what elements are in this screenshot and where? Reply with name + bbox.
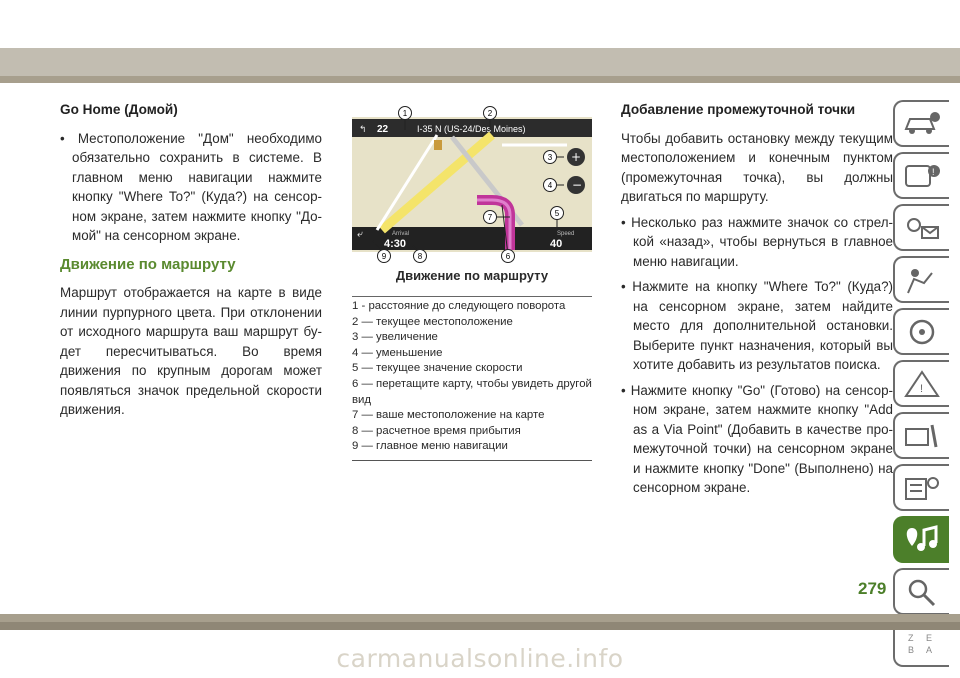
svg-text:8: 8 (417, 252, 423, 261)
svg-text:!: ! (920, 382, 924, 395)
marker-1 (399, 107, 412, 120)
marker-3 (544, 151, 557, 164)
waypoint-bullet-2: • Нажмите на кнопку "Where To?" (Куда?) на сенсорном экране, затем найдите место для дополнительной остановки. Выберите пункт назначения, который вы хотите добавить из результатов поиска. (621, 279, 893, 372)
marker-5 (551, 207, 564, 220)
legend-item: 8 — расчетное время прибытия (352, 424, 521, 437)
marker-9 (378, 250, 391, 263)
route-paragraph: Маршрут отображается на карте в виде линии пурпурного цвета. При отклонении от исходного маршрута ваш маршрут будет пересчитываться. Во время движения по крупным дорогам может появляться значок предельной скорости движения. (60, 285, 322, 417)
driving-icon[interactable] (893, 256, 949, 303)
watermark: carmanualsonline.info (336, 644, 624, 673)
waypoint-paragraph: Чтобы добавить остановку между текущим местоположением и конечным пунктом (промежуточная точка), вы должны двигаться по маршруту. (621, 130, 893, 204)
waypoint-bullet-3: • Нажмите кнопку "Go" (Готово) на сенсорном экране, затем нажмите кнопку "Add as a Via Point" (Добавить в качестве промежуточной точки) на сенсорном экране и нажмите кнопку "Done" (Выполнено) на сенсорном экране. (621, 382, 893, 495)
figure-legend (352, 296, 592, 455)
legend-item: 3 — увеличение (352, 331, 438, 344)
arrival-label: Arrival (392, 231, 410, 237)
svg-text:⤶: ⤶ (357, 229, 363, 240)
road-label: I-35 N (US-24/Des Moines) (417, 124, 526, 134)
emergency-icon[interactable] (893, 308, 949, 355)
settings-icon[interactable] (893, 464, 949, 511)
marker-6 (502, 250, 515, 263)
svg-text:↰: ↰ (359, 124, 367, 134)
speed-label: Speed (557, 231, 575, 237)
specs-icon[interactable] (893, 412, 949, 459)
maintenance-icon[interactable] (893, 360, 949, 407)
left-column (60, 100, 322, 426)
legend-item: 4 — уменьшение (352, 346, 443, 359)
svg-text:A: A (926, 644, 933, 655)
svg-text:1: 1 (402, 109, 408, 118)
svg-text:6: 6 (505, 252, 511, 261)
legend-item: 7 — ваше местоположение на карте (352, 409, 545, 422)
distance-text: 22 (377, 124, 389, 135)
car-info-icon[interactable] (893, 100, 949, 147)
figure-caption: Движение по маршруту (395, 268, 549, 283)
legend-item: 9 — главное меню навигации (352, 440, 508, 453)
heading-route: Движение по маршруту (60, 255, 236, 273)
svg-text:B: B (908, 644, 915, 655)
svg-text:Z: Z (908, 632, 914, 643)
svg-text:9: 9 (381, 252, 387, 261)
legend-divider (352, 460, 592, 461)
bullet-home: • Местоположение "Дом" необходимо обязательно сохранить в системе. В главном меню навигации нажмите кнопку "Where To?" (Куда?) на сенсорном экране, затем нажмите кнопку "Домой" на сенсорном экране. (60, 130, 322, 243)
header-band-dark (0, 76, 960, 83)
marker-8 (414, 250, 427, 263)
svg-text:+: + (571, 150, 582, 164)
svg-text:E: E (926, 632, 933, 643)
marker-7 (484, 211, 497, 224)
legend-item: 6 — перетащите карту, чтобы увидеть другой вид (352, 377, 592, 406)
search-icon[interactable] (893, 568, 949, 615)
safety-icon[interactable] (893, 204, 949, 251)
waypoint-bullet-1: • Несколько раз нажмите значок со стрелкой «назад», чтобы вернуться в главное меню навигации. (621, 214, 893, 269)
footer-band-dark (0, 622, 960, 630)
legend-item: 1 - расстояние до следующего поворота (352, 300, 566, 312)
svg-text:4: 4 (547, 181, 553, 190)
heading-waypoint: Добавление промежуточной точки (621, 102, 856, 117)
arrival-time: 4:30 (384, 238, 407, 250)
navigation-map-figure (352, 105, 592, 265)
marker-4 (544, 179, 557, 192)
svg-text:2: 2 (487, 109, 493, 118)
section-tabs (893, 100, 951, 672)
warning-lights-icon[interactable] (893, 152, 949, 199)
svg-text:!: ! (932, 166, 935, 177)
multimedia-icon[interactable] (893, 516, 949, 563)
legend-item: 2 — текущее местоположение (352, 315, 513, 328)
page-number: 279 (858, 579, 887, 598)
legend-item: 5 — текущее значение скорости (352, 362, 523, 375)
marker-2 (484, 107, 497, 120)
right-column (621, 100, 893, 504)
svg-text:3: 3 (547, 153, 553, 162)
svg-text:5: 5 (554, 209, 560, 218)
speed-value: 40 (550, 238, 563, 250)
heading-go-home: Go Home (Домой) (60, 102, 178, 117)
svg-text:−: − (572, 178, 583, 192)
svg-text:7: 7 (487, 213, 493, 222)
